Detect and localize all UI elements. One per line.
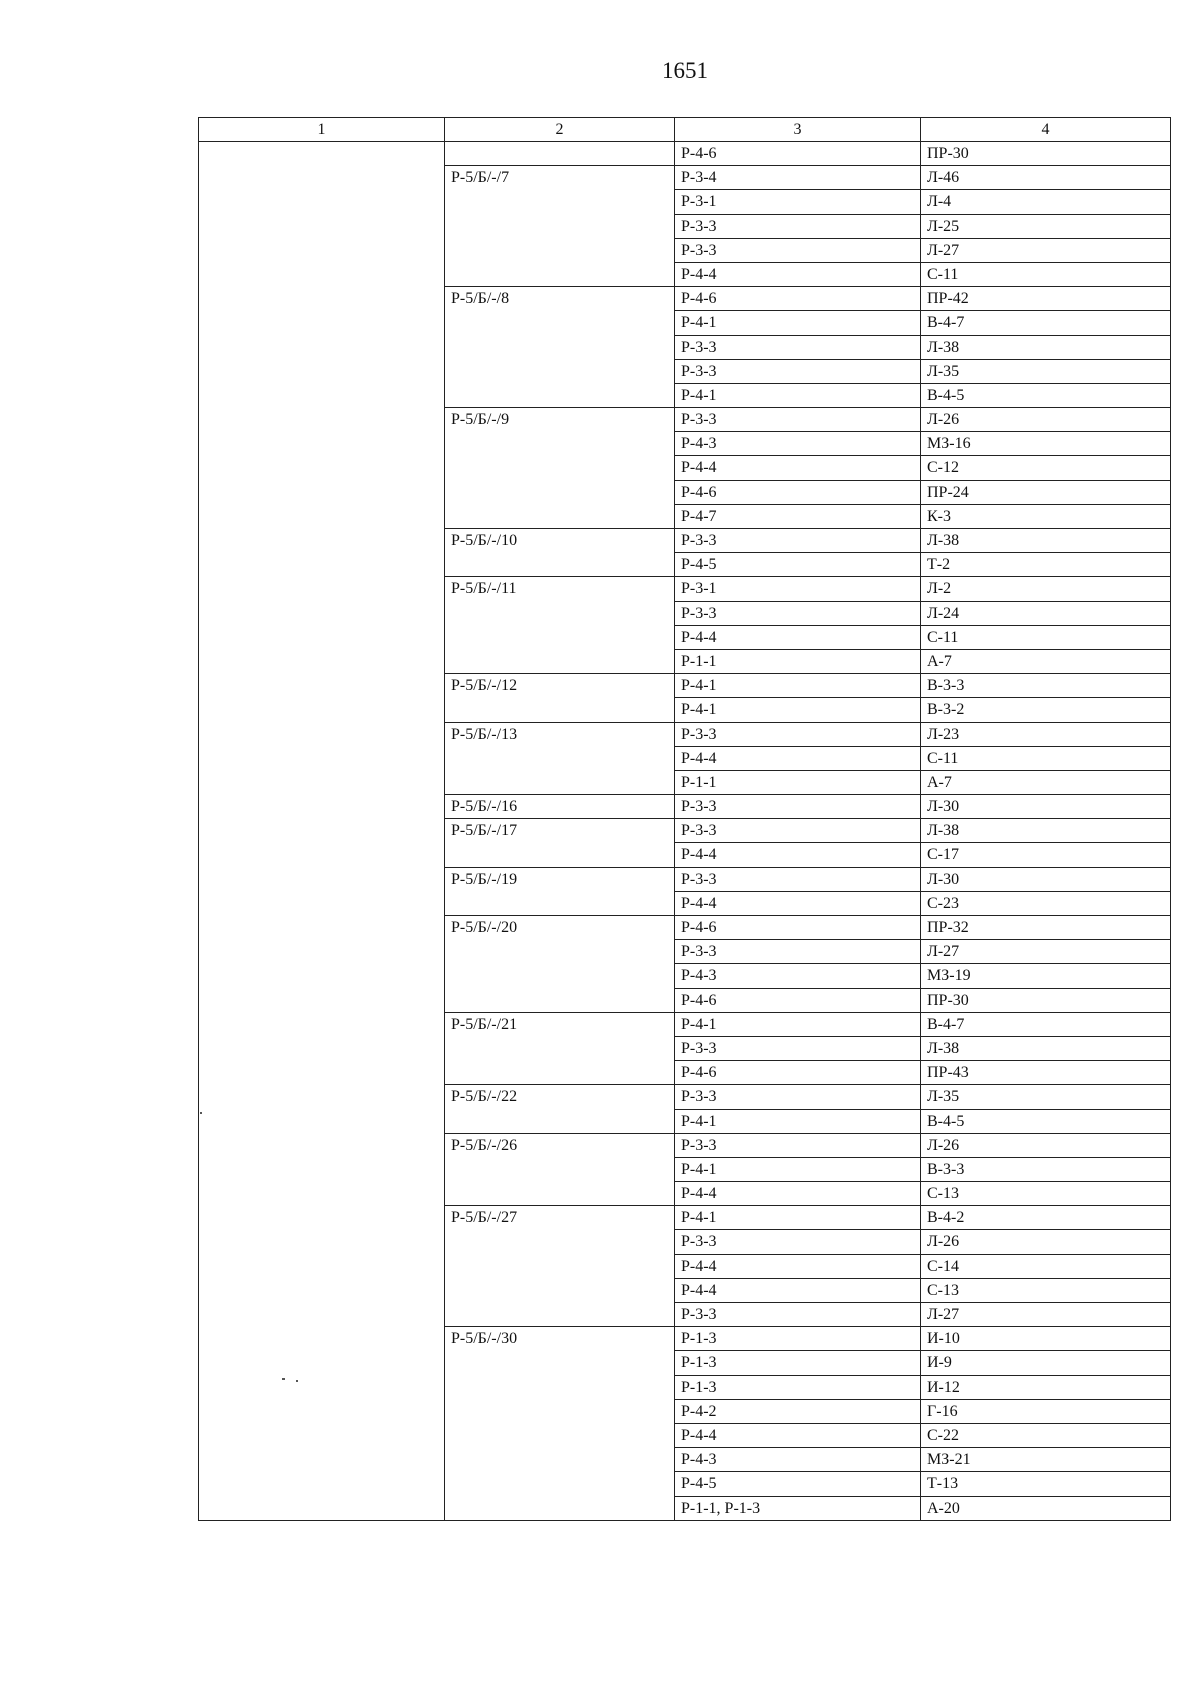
ref-cell: ПР-30 bbox=[921, 988, 1171, 1012]
ref-cell: МЗ-21 bbox=[921, 1448, 1171, 1472]
code-cell: Р-4-4 bbox=[675, 843, 921, 867]
code-cell: Р-3-3 bbox=[675, 819, 921, 843]
ref-cell: Л-27 bbox=[921, 940, 1171, 964]
group-id-cell: Р-5/Б/-/27 bbox=[445, 1206, 675, 1327]
group-id-cell: Р-5/Б/-/9 bbox=[445, 408, 675, 529]
code-cell: Р-4-4 bbox=[675, 891, 921, 915]
code-cell: Р-4-4 bbox=[675, 262, 921, 286]
code-cell: Р-3-4 bbox=[675, 166, 921, 190]
code-cell: Р-4-2 bbox=[675, 1399, 921, 1423]
code-cell: Р-3-3 bbox=[675, 1303, 921, 1327]
group-id-cell: Р-5/Б/-/10 bbox=[445, 529, 675, 577]
ref-cell: Т-13 bbox=[921, 1472, 1171, 1496]
ref-cell: В-4-2 bbox=[921, 1206, 1171, 1230]
code-cell: Р-4-1 bbox=[675, 1109, 921, 1133]
code-cell: Р-4-3 bbox=[675, 1448, 921, 1472]
header-col-1: 1 bbox=[199, 118, 445, 142]
scan-speck bbox=[296, 1380, 298, 1382]
ref-cell: Л-26 bbox=[921, 1230, 1171, 1254]
ref-cell: В-4-7 bbox=[921, 1012, 1171, 1036]
ref-cell: ПР-43 bbox=[921, 1061, 1171, 1085]
group-id-cell: Р-5/Б/-/20 bbox=[445, 916, 675, 1013]
group-id-cell: Р-5/Б/-/13 bbox=[445, 722, 675, 795]
code-cell: Р-3-3 bbox=[675, 359, 921, 383]
code-cell: Р-1-3 bbox=[675, 1327, 921, 1351]
ref-cell: Л-30 bbox=[921, 867, 1171, 891]
code-cell: Р-1-3 bbox=[675, 1375, 921, 1399]
ref-cell: Л-38 bbox=[921, 819, 1171, 843]
code-cell: Р-4-3 bbox=[675, 432, 921, 456]
code-cell: Р-3-3 bbox=[675, 1036, 921, 1060]
code-cell: Р-4-1 bbox=[675, 698, 921, 722]
code-cell: Р-4-4 bbox=[675, 1278, 921, 1302]
ref-cell: ПР-24 bbox=[921, 480, 1171, 504]
code-cell: Р-4-4 bbox=[675, 746, 921, 770]
code-cell: Р-3-3 bbox=[675, 238, 921, 262]
ref-cell: Л-35 bbox=[921, 359, 1171, 383]
ref-cell: В-3-3 bbox=[921, 1157, 1171, 1181]
ref-cell: Л-38 bbox=[921, 529, 1171, 553]
ref-cell: В-4-7 bbox=[921, 311, 1171, 335]
ref-cell: С-14 bbox=[921, 1254, 1171, 1278]
ref-cell: ПР-42 bbox=[921, 287, 1171, 311]
code-cell: Р-4-1 bbox=[675, 1012, 921, 1036]
code-cell: Р-4-3 bbox=[675, 964, 921, 988]
page-number: 1651 bbox=[662, 58, 708, 83]
code-cell: Р-3-3 bbox=[675, 408, 921, 432]
code-cell: Р-1-1 bbox=[675, 770, 921, 794]
group-id-cell: Р-5/Б/-/19 bbox=[445, 867, 675, 915]
ref-cell: К-3 bbox=[921, 504, 1171, 528]
ref-cell: Л-2 bbox=[921, 577, 1171, 601]
ref-cell: Л-26 bbox=[921, 1133, 1171, 1157]
ref-cell: С-11 bbox=[921, 746, 1171, 770]
ref-cell: А-7 bbox=[921, 770, 1171, 794]
register-table-body bbox=[199, 118, 1171, 1521]
code-cell: Р-4-6 bbox=[675, 287, 921, 311]
ref-cell: А-20 bbox=[921, 1496, 1171, 1520]
ref-cell: Л-38 bbox=[921, 335, 1171, 359]
ref-cell: С-17 bbox=[921, 843, 1171, 867]
group-id-cell: Р-5/Б/-/16 bbox=[445, 795, 675, 819]
code-cell: Р-4-1 bbox=[675, 1157, 921, 1181]
ref-cell: С-13 bbox=[921, 1278, 1171, 1302]
code-cell: Р-4-6 bbox=[675, 142, 921, 166]
group-id-cell: Р-5/Б/-/8 bbox=[445, 287, 675, 408]
scan-speck bbox=[200, 1112, 202, 1114]
ref-cell: Л-25 bbox=[921, 214, 1171, 238]
code-cell: Р-4-1 bbox=[675, 311, 921, 335]
ref-cell: С-23 bbox=[921, 891, 1171, 915]
group-id-cell: Р-5/Б/-/26 bbox=[445, 1133, 675, 1206]
ref-cell: Л-27 bbox=[921, 238, 1171, 262]
code-cell: Р-4-1 bbox=[675, 383, 921, 407]
ref-cell: В-3-2 bbox=[921, 698, 1171, 722]
ref-cell: ПР-30 bbox=[921, 142, 1171, 166]
ref-cell: Л-4 bbox=[921, 190, 1171, 214]
ref-cell: В-4-5 bbox=[921, 383, 1171, 407]
ref-cell: Г-16 bbox=[921, 1399, 1171, 1423]
ref-cell: Л-26 bbox=[921, 408, 1171, 432]
table-row bbox=[199, 142, 1171, 166]
code-cell: Р-3-3 bbox=[675, 1230, 921, 1254]
ref-cell: И-12 bbox=[921, 1375, 1171, 1399]
group-id-cell: Р-5/Б/-/30 bbox=[445, 1327, 675, 1521]
register-table bbox=[198, 117, 1171, 1521]
group-id-cell: Р-5/Б/-/17 bbox=[445, 819, 675, 867]
code-cell: Р-3-3 bbox=[675, 795, 921, 819]
code-cell: Р-3-3 bbox=[675, 1085, 921, 1109]
ref-cell: Л-27 bbox=[921, 1303, 1171, 1327]
code-cell: Р-3-3 bbox=[675, 529, 921, 553]
group-id-cell: Р-5/Б/-/11 bbox=[445, 577, 675, 674]
ref-cell: Т-2 bbox=[921, 553, 1171, 577]
ref-cell: С-12 bbox=[921, 456, 1171, 480]
col1-cell bbox=[199, 142, 445, 1521]
group-id-cell: Р-5/Б/-/22 bbox=[445, 1085, 675, 1133]
ref-cell: Л-35 bbox=[921, 1085, 1171, 1109]
code-cell: Р-4-6 bbox=[675, 480, 921, 504]
group-id-cell: Р-5/Б/-/7 bbox=[445, 166, 675, 287]
code-cell: Р-4-5 bbox=[675, 553, 921, 577]
code-cell: Р-4-1 bbox=[675, 674, 921, 698]
code-cell: Р-3-3 bbox=[675, 940, 921, 964]
code-cell: Р-3-3 bbox=[675, 722, 921, 746]
header-col-4: 4 bbox=[921, 118, 1171, 142]
code-cell: Р-3-3 bbox=[675, 335, 921, 359]
code-cell: Р-3-1 bbox=[675, 190, 921, 214]
code-cell: Р-4-4 bbox=[675, 1423, 921, 1447]
ref-cell: Л-23 bbox=[921, 722, 1171, 746]
group-id-cell bbox=[445, 142, 675, 166]
code-cell: Р-4-5 bbox=[675, 1472, 921, 1496]
ref-cell: ПР-32 bbox=[921, 916, 1171, 940]
ref-cell: С-11 bbox=[921, 262, 1171, 286]
ref-cell: И-9 bbox=[921, 1351, 1171, 1375]
ref-cell: А-7 bbox=[921, 649, 1171, 673]
header-col-3: 3 bbox=[675, 118, 921, 142]
ref-cell: Л-24 bbox=[921, 601, 1171, 625]
code-cell: Р-4-4 bbox=[675, 1254, 921, 1278]
group-id-cell: Р-5/Б/-/21 bbox=[445, 1012, 675, 1085]
code-cell: Р-4-6 bbox=[675, 988, 921, 1012]
ref-cell: Л-38 bbox=[921, 1036, 1171, 1060]
ref-cell: В-4-5 bbox=[921, 1109, 1171, 1133]
code-cell: Р-4-6 bbox=[675, 1061, 921, 1085]
code-cell: Р-4-6 bbox=[675, 916, 921, 940]
code-cell: Р-4-7 bbox=[675, 504, 921, 528]
ref-cell: С-22 bbox=[921, 1423, 1171, 1447]
code-cell: Р-3-3 bbox=[675, 1133, 921, 1157]
ref-cell: С-11 bbox=[921, 625, 1171, 649]
code-cell: Р-4-1 bbox=[675, 1206, 921, 1230]
code-cell: Р-4-4 bbox=[675, 456, 921, 480]
header-col-2: 2 bbox=[445, 118, 675, 142]
ref-cell: В-3-3 bbox=[921, 674, 1171, 698]
code-cell: Р-4-4 bbox=[675, 1182, 921, 1206]
code-cell: Р-4-4 bbox=[675, 625, 921, 649]
ref-cell: Л-46 bbox=[921, 166, 1171, 190]
ref-cell: МЗ-19 bbox=[921, 964, 1171, 988]
code-cell: Р-1-3 bbox=[675, 1351, 921, 1375]
code-cell: Р-1-1, Р-1-3 bbox=[675, 1496, 921, 1520]
ref-cell: И-10 bbox=[921, 1327, 1171, 1351]
code-cell: Р-3-3 bbox=[675, 867, 921, 891]
code-cell: Р-1-1 bbox=[675, 649, 921, 673]
code-cell: Р-3-1 bbox=[675, 577, 921, 601]
ref-cell: МЗ-16 bbox=[921, 432, 1171, 456]
code-cell: Р-3-3 bbox=[675, 601, 921, 625]
ref-cell: С-13 bbox=[921, 1182, 1171, 1206]
scan-speck bbox=[282, 1378, 285, 1380]
code-cell: Р-3-3 bbox=[675, 214, 921, 238]
ref-cell: Л-30 bbox=[921, 795, 1171, 819]
group-id-cell: Р-5/Б/-/12 bbox=[445, 674, 675, 722]
header-row bbox=[199, 118, 1171, 142]
